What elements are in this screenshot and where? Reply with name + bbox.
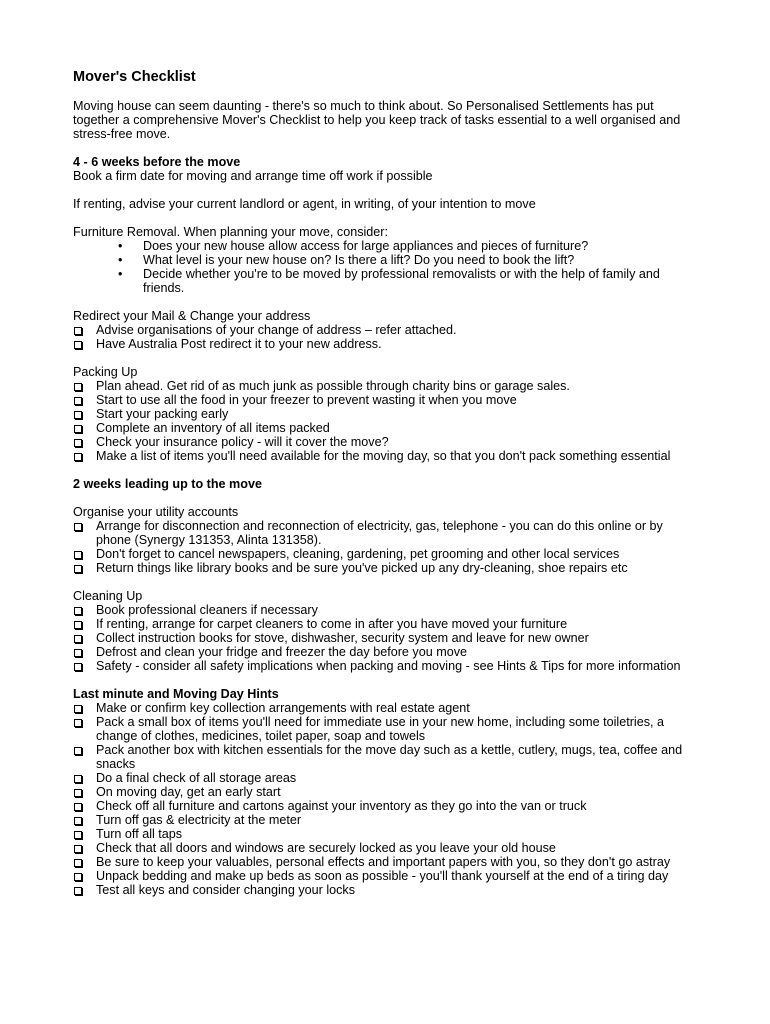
checkbox-icon — [74, 705, 82, 713]
checkbox-icon — [74, 831, 82, 839]
text-line: Book a firm date for moving and arrange time off work if possible — [73, 169, 433, 183]
checklist-item — [73, 855, 690, 869]
checklist-item-text: Return things like library books and be sure you've picked up any dry-cleaning, shoe repairs etc — [96, 561, 628, 575]
checklist-item — [73, 337, 690, 351]
checkbox-icon — [74, 607, 82, 615]
checklist-item-text: Have Australia Post redirect it to your new address. — [96, 337, 382, 351]
checklist-item — [73, 617, 690, 631]
bullet-icon: • — [118, 239, 123, 253]
section-heading-2-weeks: 2 weeks leading up to the move — [73, 477, 262, 491]
checklist-item-text: Do a final check of all storage areas — [96, 771, 297, 785]
checklist-item — [73, 407, 690, 421]
checklist-item-text: Advise organisations of your change of address – refer attached. — [96, 323, 457, 337]
checklist-item — [73, 519, 690, 547]
checklist-item-text: Book professional cleaners if necessary — [96, 603, 318, 617]
section-heading-moving-day: Last minute and Moving Day Hints — [73, 687, 279, 701]
checkbox-icon — [74, 845, 82, 853]
bullet-icon: • — [118, 253, 123, 267]
list-item — [73, 253, 690, 267]
checklist-item-text: Turn off all taps — [96, 827, 183, 841]
checkbox-icon — [74, 817, 82, 825]
checkbox-icon — [74, 425, 82, 433]
cleaning-up-label: Cleaning Up — [73, 589, 143, 603]
checklist-item — [73, 827, 690, 841]
list-item-text: Does your new house allow access for large appliances and pieces of furniture? — [143, 239, 589, 253]
utility-accounts-label: Organise your utility accounts — [73, 505, 239, 519]
checklist-item — [73, 799, 690, 813]
checklist-item-text: Check your insurance policy - will it cover the move? — [96, 435, 389, 449]
checklist-item — [73, 435, 690, 449]
checklist-item-text: If renting, arrange for carpet cleaners to come in after you have moved your furniture — [96, 617, 568, 631]
checkbox-icon — [74, 803, 82, 811]
list-item — [73, 239, 690, 253]
checklist-item — [73, 645, 690, 659]
checkbox-icon — [74, 397, 82, 405]
checklist-item — [73, 323, 690, 337]
checkbox-icon — [74, 663, 82, 671]
checkbox-icon — [74, 873, 82, 881]
moving-day-checklist — [73, 701, 690, 897]
checkbox-icon — [74, 453, 82, 461]
checklist-item-text: Check that all doors and windows are securely locked as you leave your old house — [96, 841, 556, 855]
checklist-item-text: Start to use all the food in your freezer to prevent wasting it when you move — [96, 393, 517, 407]
checkbox-icon — [74, 635, 82, 643]
checklist-item-text: Make or confirm key collection arrangements with real estate agent — [96, 701, 470, 715]
page-title: Mover's Checklist — [73, 69, 196, 85]
checkbox-icon — [74, 439, 82, 447]
checklist-item-text: Arrange for disconnection and reconnection of electricity, gas, telephone - you can do this online or by phone (Synergy 131353, Alinta 131358). — [96, 519, 663, 547]
checkbox-icon — [74, 341, 82, 349]
checklist-item-text: Test all keys and consider changing your locks — [96, 883, 356, 897]
furniture-bullet-list — [73, 239, 690, 295]
checklist-item-text: Complete an inventory of all items packed — [96, 421, 330, 435]
utility-checklist — [73, 519, 690, 575]
checklist-item — [73, 869, 690, 883]
checklist-item-text: Check off all furniture and cartons against your inventory as they go into the van or truck — [96, 799, 587, 813]
furniture-removal-label: Furniture Removal. When planning your move, consider: — [73, 225, 388, 239]
checkbox-icon — [74, 551, 82, 559]
checkbox-icon — [74, 621, 82, 629]
packing-up-label: Packing Up — [73, 365, 138, 379]
checklist-item — [73, 841, 690, 855]
checklist-item — [73, 813, 690, 827]
checklist-item — [73, 701, 690, 715]
checklist-item — [73, 715, 690, 743]
checklist-item-text: Make a list of items you'll need available for the moving day, so that you don't pack something essential — [96, 449, 671, 463]
checkbox-icon — [74, 327, 82, 335]
checklist-item-text: On moving day, get an early start — [96, 785, 281, 799]
checklist-item-text: Pack another box with kitchen essentials for the move day such as a kettle, cutlery, mugs, tea, coffee and snacks — [96, 743, 683, 771]
checklist-item — [73, 659, 690, 673]
checklist-item — [73, 393, 690, 407]
checkbox-icon — [74, 565, 82, 573]
checklist-item-text: Safety - consider all safety implications when packing and moving - see Hints & Tips for more information — [96, 659, 681, 673]
checklist-item-text: Start your packing early — [96, 407, 229, 421]
checkbox-icon — [74, 747, 82, 755]
checkbox-icon — [74, 649, 82, 657]
checklist-item — [73, 785, 690, 799]
packing-checklist — [73, 379, 690, 463]
checkbox-icon — [74, 523, 82, 531]
checklist-item-text: Defrost and clean your fridge and freezer the day before you move — [96, 645, 468, 659]
checklist-item — [73, 771, 690, 785]
checkbox-icon — [74, 411, 82, 419]
checklist-item — [73, 561, 690, 575]
checkbox-icon — [74, 789, 82, 797]
redirect-mail-label: Redirect your Mail & Change your address — [73, 309, 311, 323]
checklist-item-text: Plan ahead. Get rid of as much junk as possible through charity bins or garage sales. — [96, 379, 570, 393]
checklist-item — [73, 379, 690, 393]
checklist-item-text: Pack a small box of items you'll need for immediate use in your new home, including some toiletries, a change of clothes, medicines, toilet paper, soap and towels — [96, 715, 664, 743]
checkbox-icon — [74, 775, 82, 783]
checklist-item — [73, 743, 690, 771]
checklist-item — [73, 603, 690, 617]
checkbox-icon — [74, 859, 82, 867]
redirect-checklist — [73, 323, 690, 351]
bullet-icon: • — [118, 267, 123, 281]
checklist-item-text: Turn off gas & electricity at the meter — [96, 813, 302, 827]
list-item-text: What level is your new house on? Is there a lift? Do you need to book the lift? — [143, 253, 575, 267]
checklist-item — [73, 421, 690, 435]
checklist-item — [73, 631, 690, 645]
section-heading-4-6-weeks: 4 - 6 weeks before the move — [73, 155, 241, 169]
checklist-item-text: Be sure to keep your valuables, personal effects and important papers with you, so they don't go astray — [96, 855, 671, 869]
intro-paragraph: Moving house can seem daunting - there's so much to think about. So Personalised Settlements has put together a comprehensive Mover's Checklist to help you keep track of tasks essential to a well organised and stress-free move. — [73, 99, 681, 141]
checklist-item — [73, 883, 690, 897]
checklist-item-text: Unpack bedding and make up beds as soon as possible - you'll thank yourself at the end of a tiring day — [96, 869, 669, 883]
list-item-text: Decide whether you're to be moved by professional removalists or with the help of family and friends. — [143, 267, 660, 295]
checklist-item — [73, 547, 690, 561]
checklist-item-text: Collect instruction books for stove, dishwasher, security system and leave for new owner — [96, 631, 589, 645]
checkbox-icon — [74, 383, 82, 391]
text-line: If renting, advise your current landlord or agent, in writing, of your intention to move — [73, 197, 536, 211]
list-item — [73, 267, 690, 295]
checklist-item — [73, 449, 690, 463]
checklist-item-text: Don't forget to cancel newspapers, cleaning, gardening, pet grooming and other local services — [96, 547, 620, 561]
cleaning-checklist — [73, 603, 690, 673]
checkbox-icon — [74, 887, 82, 895]
checkbox-icon — [74, 719, 82, 727]
